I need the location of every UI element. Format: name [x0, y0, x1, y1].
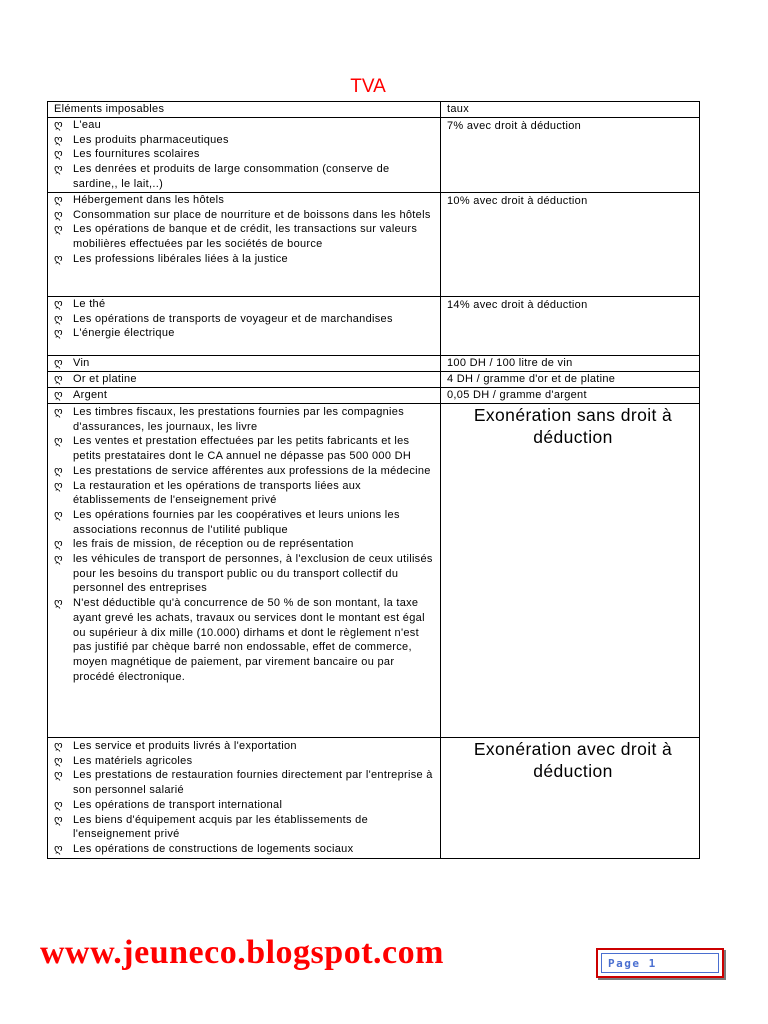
item-text: Consommation sur place de nourriture et de boissons dans les hôtels [73, 208, 431, 221]
table-row [48, 356, 700, 372]
bullet-icon: ღ [54, 373, 63, 385]
item-list [48, 118, 440, 192]
bullet-icon: ღ [54, 798, 63, 811]
item-text: N'est déductible qu'à concurrence de 50 % de son montant, la taxe ayant grevé les achats, travaux ou services dont le montant est égal ou supérieur à dix mille (10.000) dirhams et dont le règlement n'est pas justifié par chèque barré non endossable, effet de commerce, moyen magnétique de paiement, par virement bancaire ou par procédé électronique. [73, 597, 425, 683]
rate-cell: 14% avec droit à déduction [441, 297, 700, 356]
list-item [48, 813, 440, 842]
list-item [48, 162, 440, 191]
list-item [48, 118, 440, 133]
bullet-icon: ღ [54, 208, 63, 221]
list-item [48, 596, 440, 684]
rate-cell: 100 DH / 100 litre de vin [441, 356, 700, 372]
list-item [48, 356, 440, 371]
list-item [48, 147, 440, 162]
bullet-icon: ღ [54, 252, 63, 265]
list-item [48, 297, 440, 312]
item-text: Hébergement dans les hôtels [73, 194, 225, 206]
table-row [48, 372, 700, 388]
bullet-icon: ღ [54, 769, 63, 782]
bullet-icon: ღ [54, 148, 63, 161]
bullet-icon: ღ [54, 842, 63, 855]
item-text: les véhicules de transport de personnes, à l'exclusion de ceux utilisés pour les besoins du transport public ou du transport collectif du personnel des entreprises [73, 553, 433, 595]
item-text: Les opérations de transports de voyageur et de marchandises [73, 312, 393, 325]
elements-cell [48, 388, 441, 404]
elements-cell [48, 404, 441, 738]
bullet-icon: ღ [54, 538, 63, 551]
elements-cell [48, 193, 441, 297]
bullet-icon: ღ [54, 357, 63, 369]
item-text: L'eau [73, 119, 102, 131]
item-text: les frais de mission, de réception ou de représentation [73, 538, 354, 551]
item-text: Argent [73, 389, 108, 401]
item-text: Les opérations de banque et de crédit, les transactions sur valeurs mobilières effectuées par les sociétés de bource [73, 223, 418, 251]
table-row [48, 297, 700, 356]
list-item [48, 537, 440, 552]
bullet-icon: ღ [54, 298, 63, 310]
item-list [48, 405, 440, 684]
list-item [48, 842, 440, 857]
item-text: Les produits pharmaceutiques [73, 133, 229, 146]
list-item [48, 754, 440, 769]
item-text: Les denrées et produits de large consommation (conserve de sardine,, le lait,..) [73, 163, 390, 190]
table-row [48, 404, 700, 738]
list-item [48, 312, 440, 327]
header-taux: taux [441, 102, 700, 118]
bullet-icon: ღ [54, 194, 63, 206]
rate-cell: 4 DH / gramme d'or et de platine [441, 372, 700, 388]
list-item [48, 133, 440, 148]
list-item [48, 739, 440, 754]
item-text: Vin [73, 357, 90, 369]
list-item [48, 222, 440, 251]
tva-table [47, 101, 700, 859]
item-text: Les opérations fournies par les coopératives et leurs unions les associations reconnus de l'utilité publique [73, 508, 400, 536]
item-text: Les opérations de constructions de logements sociaux [73, 842, 354, 855]
list-item [48, 508, 440, 537]
elements-cell [48, 372, 441, 388]
item-list [48, 372, 440, 387]
item-text: Le thé [73, 298, 106, 310]
table-row [48, 193, 700, 297]
list-item [48, 479, 440, 508]
bullet-icon: ღ [54, 464, 63, 477]
item-text: L'énergie électrique [73, 327, 175, 340]
rate-cell: 7% avec droit à déduction [441, 118, 700, 193]
list-item [48, 405, 440, 434]
bullet-icon: ღ [54, 406, 63, 418]
item-list [48, 193, 440, 267]
list-item [48, 208, 440, 223]
rate-cell-exoneration: Exonération avec droit à déduction [441, 738, 700, 859]
bullet-icon: ღ [54, 119, 63, 131]
bullet-icon: ღ [54, 133, 63, 146]
list-item [48, 798, 440, 813]
rate-cell: 10% avec droit à déduction [441, 193, 700, 297]
bullet-icon: ღ [54, 389, 63, 401]
item-text: Les service et produits livrés à l'exportation [73, 740, 297, 752]
rate-cell-exoneration: Exonération sans droit à déduction [441, 404, 700, 738]
table-row [48, 388, 700, 404]
page-title: TVA [350, 76, 386, 97]
list-item [48, 372, 440, 387]
bullet-icon: ღ [54, 223, 63, 236]
table-row [48, 738, 700, 859]
item-text: Les prestations de service afférentes aux professions de la médecine [73, 464, 431, 477]
elements-cell [48, 738, 441, 859]
item-text: Les ventes et prestation effectuées par les petits fabricants et les petits prestataires dont le CA annuel ne dépasse pas 500 000 DH [73, 435, 412, 463]
item-list [48, 388, 440, 403]
list-item [48, 434, 440, 463]
bullet-icon: ღ [54, 813, 63, 826]
item-text: Les fournitures scolaires [73, 148, 200, 161]
item-text: La restauration et les opérations de transports liées aux établissements de l'enseignement privé [73, 479, 361, 507]
table-row [48, 118, 700, 193]
bullet-icon: ღ [54, 754, 63, 767]
item-text: Les timbres fiscaux, les prestations fournies par les compagnies d'assurances, les journaux, les livre [73, 406, 405, 433]
bullet-icon: ღ [54, 312, 63, 325]
bullet-icon: ღ [54, 163, 63, 176]
elements-cell [48, 356, 441, 372]
item-text: Les professions libérales liées à la justice [73, 252, 288, 265]
bullet-icon: ღ [54, 553, 63, 566]
list-item [48, 326, 440, 341]
list-item [48, 388, 440, 403]
item-list [48, 356, 440, 371]
item-text: Les prestations de restauration fournies directement par l'entreprise à son personnel salarié [73, 769, 433, 797]
elements-cell [48, 297, 441, 356]
item-list [48, 297, 440, 341]
bullet-icon: ღ [54, 740, 63, 752]
list-item [48, 193, 440, 208]
bullet-icon: ღ [54, 435, 63, 448]
bullet-icon: ღ [54, 597, 63, 610]
list-item [48, 464, 440, 479]
list-item [48, 252, 440, 267]
item-text: Les matériels agricoles [73, 754, 193, 767]
bullet-icon: ღ [54, 327, 63, 340]
header-elements-imposables: Eléments imposables [48, 102, 441, 118]
item-text: Les opérations de transport international [73, 798, 283, 811]
item-text: Or et platine [73, 373, 137, 385]
page-number-label: Page 1 [601, 953, 719, 973]
bullet-icon: ღ [54, 479, 63, 492]
list-item [48, 552, 440, 596]
list-item [48, 768, 440, 797]
footer-url-link[interactable]: www.jeuneco.blogspot.com [40, 934, 444, 971]
page-number-box [596, 948, 724, 978]
table-header-row [48, 102, 700, 118]
bullet-icon: ღ [54, 508, 63, 521]
elements-cell [48, 118, 441, 193]
item-list [48, 739, 440, 857]
item-text: Les biens d'équipement acquis par les établissements de l'enseignement privé [73, 813, 368, 841]
rate-cell: 0,05 DH / gramme d'argent [441, 388, 700, 404]
